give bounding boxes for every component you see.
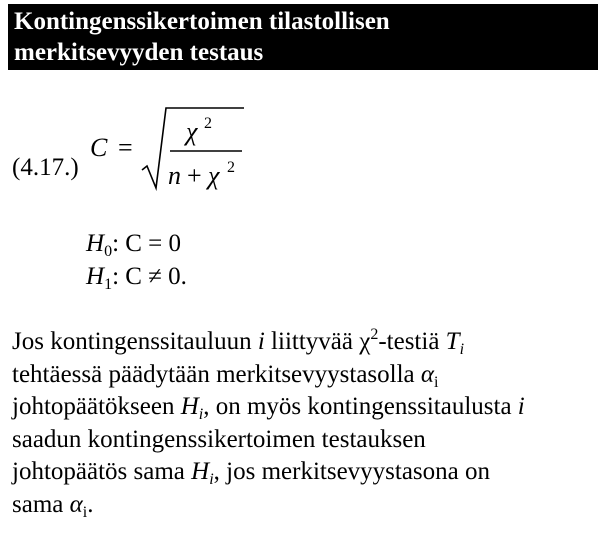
paragraph-line-1: Jos kontingenssitauluun i liittyvää $\chi^2$-testiä $T_i$	[12, 326, 465, 358]
h1-statement: : C ≠ 0.	[112, 263, 187, 290]
paragraph-line-4: saadun kontingenssikertoimen testauksen	[12, 425, 426, 453]
denominator-chi: χ	[208, 161, 220, 190]
heading-line-1: Kontingenssikertoimen tilastollisen	[14, 8, 390, 35]
h0-subscript: 0	[104, 243, 113, 260]
formula-equals: =	[118, 133, 133, 162]
h1-symbol: H	[86, 263, 105, 290]
h0-symbol: H	[86, 230, 105, 257]
numerator-exponent: 2	[204, 115, 212, 132]
body-paragraph	[12, 326, 602, 522]
alternative-hypothesis	[86, 263, 187, 291]
formula-c-equation	[88, 100, 258, 200]
paragraph-line-6: sama $\alpha_i$.	[12, 490, 94, 521]
denominator-n: n	[168, 161, 181, 190]
null-hypothesis	[86, 230, 181, 258]
section-heading	[8, 4, 598, 70]
h0-statement: : C = 0	[112, 230, 182, 257]
numerator-chi: χ	[186, 117, 198, 146]
equation-number: (4.17.)	[12, 154, 79, 181]
formula-lhs: C	[90, 133, 108, 162]
denominator-exponent: 2	[227, 159, 235, 176]
paragraph-line-3: johtopäätökseen $H_i$, on myös kontingenssitaulusta i	[12, 393, 525, 424]
h1-subscript: 1	[104, 276, 113, 293]
denominator-plus: +	[187, 161, 202, 190]
heading-line-2: merkitsevyyden testaus	[14, 39, 264, 66]
paragraph-line-5: johtopäätös sama $H_i$, jos merkitsevyystasona on	[12, 458, 491, 489]
paragraph-line-2: tehtäessä päädytään merkitsevyystasolla $\alpha_i$	[12, 360, 439, 391]
